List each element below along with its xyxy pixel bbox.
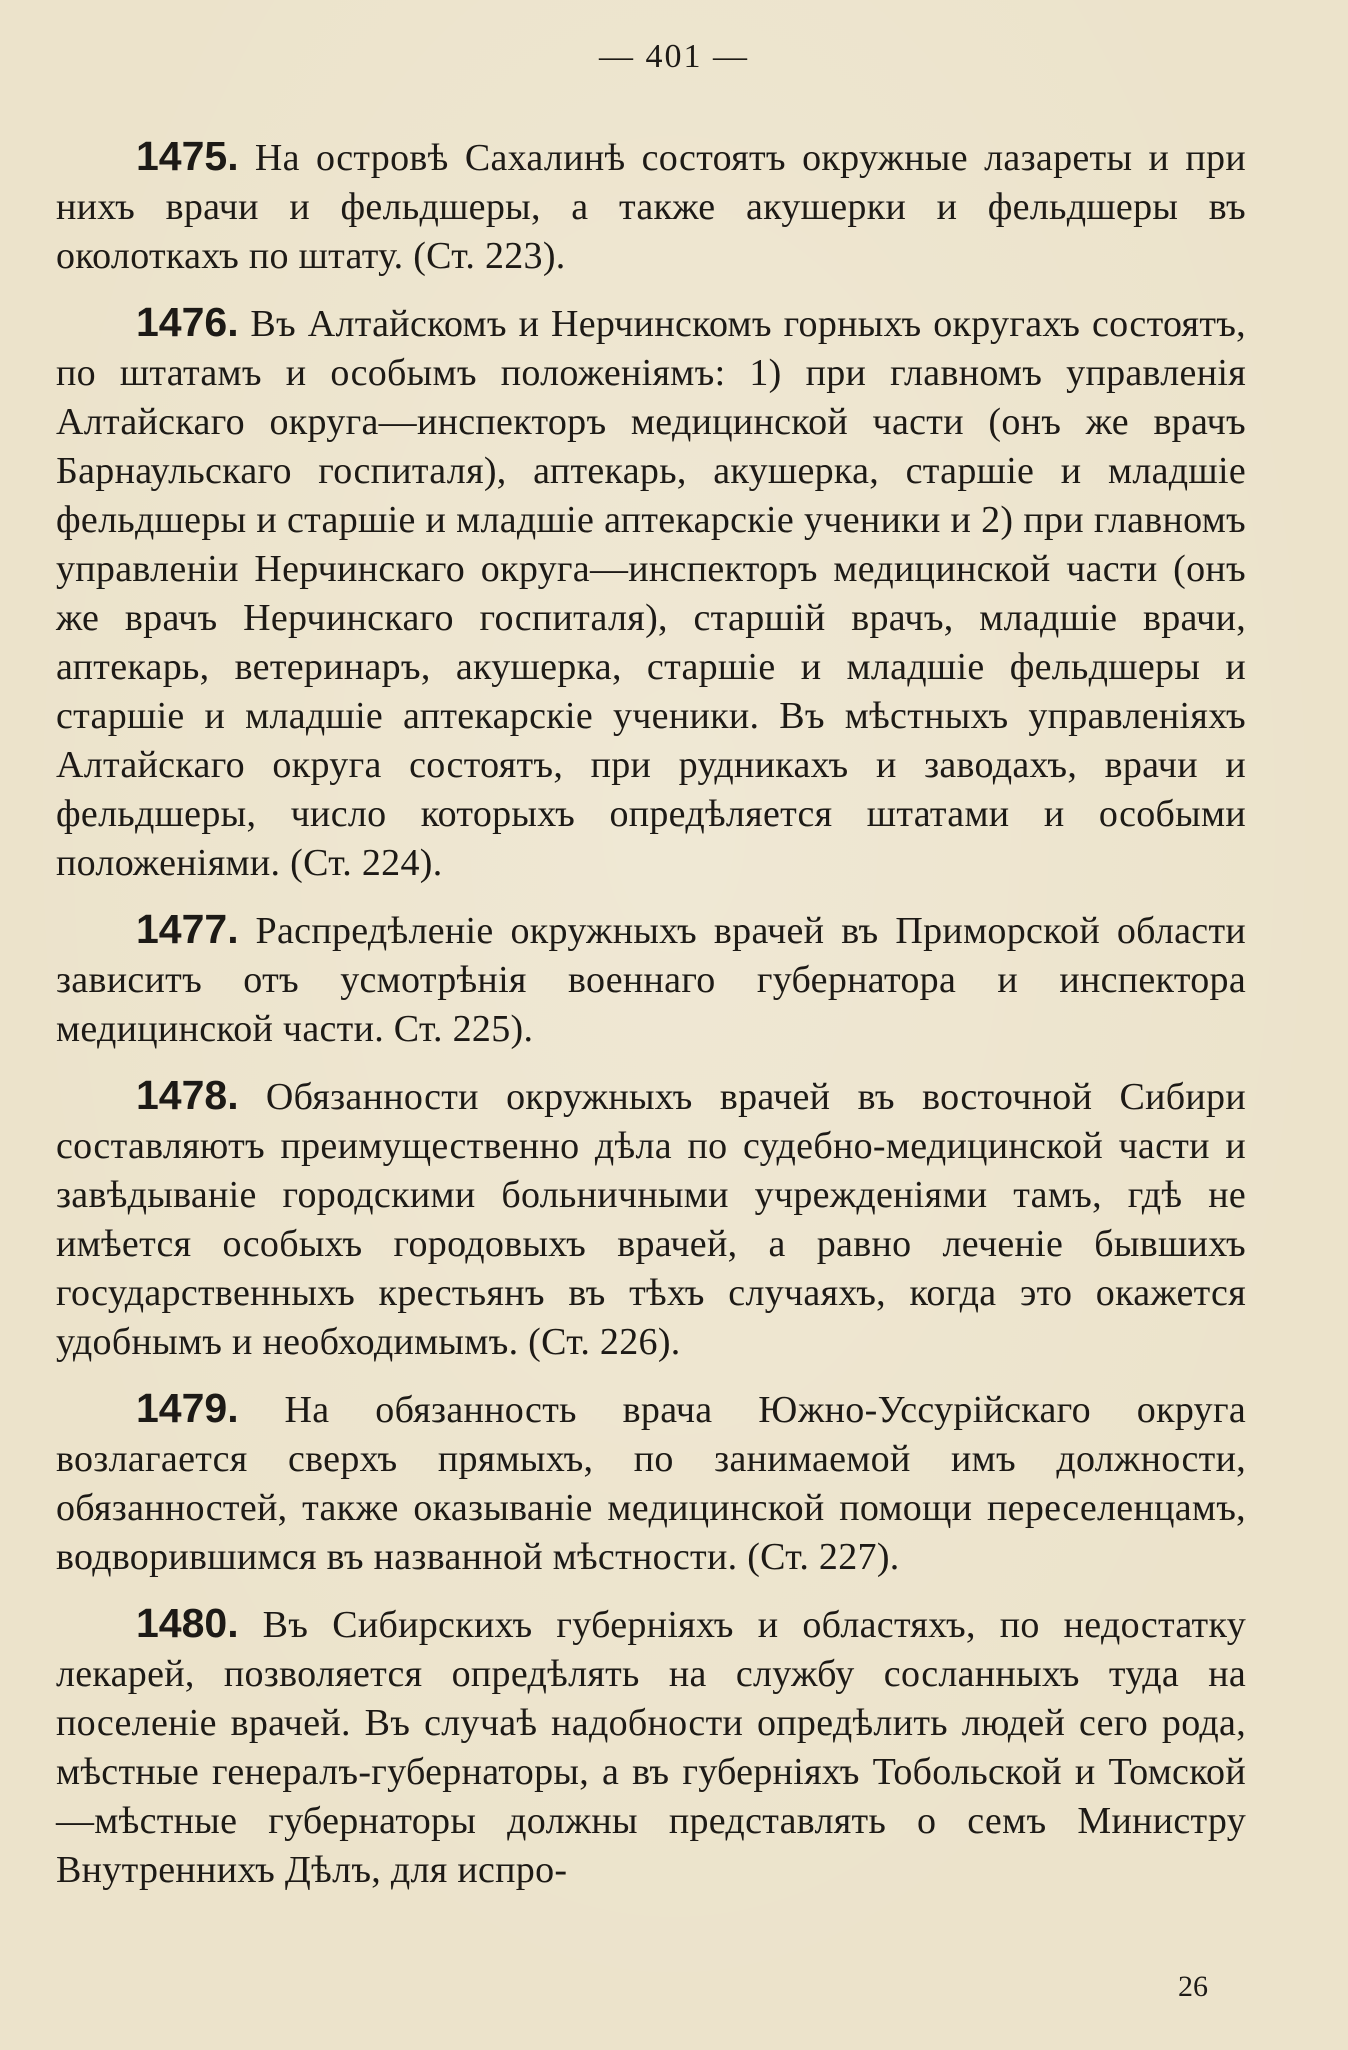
article-text: Въ Алтайскомъ и Нерчинскомъ горныхъ округахъ состоятъ, по штатамъ и особымъ положеніямъ: 1) при главномъ управленія Алтайскаго округа—инспекторъ медицинской части (онъ же врачъ Барнаульскаго госпиталя), аптекарь, акушерка, старшіе и младшіе фельдшеры и старшіе и младшіе аптекарскіе ученики и 2) при главномъ управленіи Нерчинскаго округа—инспекторъ медицинской части (онъ же врачъ Нерчинскаго госпиталя), старшій врачъ, младшіе врачи, аптекарь, ветеринаръ, акушерка, старшіе и младшіе фельдшеры и старшіе и младшіе аптекарскіе ученики. Въ мѣстныхъ управленіяхъ Алтайскаго округа состоятъ, при рудникахъ и заводахъ, врачи и фельдшеры, число которыхъ опредѣляется штатами и особыми положеніями. (Ст. 224). (56, 303, 1246, 884)
article-text: На обязанность врача Южно-Уссурійскаго округа возлагается сверхъ прямыхъ, по занимаемой имъ должности, обязанностей, также оказываніе медицинской помощи переселенцамъ, водворившимся въ названной мѣстности. (Ст. 227). (56, 1389, 1246, 1578)
article-text: Въ Сибирскихъ губерніяхъ и областяхъ, по недостатку лекарей, позволяется опредѣлять на службу сосланныхъ туда на поселеніе врачей. Въ случаѣ надобности опредѣлить людей сего рода, мѣстные генералъ-губернаторы, а въ губерніяхъ Тобольской и Томской—мѣстные губернаторы должны представлять о семъ Министру Внутреннихъ Дѣлъ, для испро- (56, 1604, 1246, 1891)
article-text: Распредѣленіе окружныхъ врачей въ Приморской области зависитъ отъ усмотрѣнія военнаго губернатора и инспектора медицинской части. Ст. 225). (56, 910, 1246, 1050)
article-1477 (56, 905, 1246, 1054)
article-text: На островѣ Сахалинѣ состоятъ окружные лазареты и при нихъ врачи и фельдшеры, а также акушерки и фельдшеры въ околоткахъ по штату. (Ст. 223). (56, 137, 1246, 277)
article-number: 1476. (136, 299, 239, 345)
body-text (56, 132, 1246, 1912)
article-1475 (56, 132, 1246, 281)
article-1476 (56, 298, 1246, 888)
article-text: Обязанности окружныхъ врачей въ восточной Сибири составляютъ преимущественно дѣла по судебно-медицинской части и завѣдываніе городскими больничными учрежденіями тамъ, гдѣ не имѣется особыхъ городовыхъ врачей, а равно леченіе бывшихъ государственныхъ крестьянъ въ тѣхъ случаяхъ, когда это окажется удобнымъ и необходимымъ. (Ст. 226). (56, 1076, 1246, 1363)
article-number: 1477. (136, 906, 239, 952)
article-number: 1480. (136, 1600, 239, 1646)
article-1478 (56, 1071, 1246, 1367)
article-1479 (56, 1384, 1246, 1582)
article-number: 1478. (136, 1072, 239, 1118)
article-number: 1475. (136, 133, 239, 179)
article-1480 (56, 1599, 1246, 1895)
page-number-header: — 401 — (599, 38, 749, 75)
signature-mark: 26 (1178, 1970, 1208, 2003)
article-number: 1479. (136, 1385, 239, 1431)
